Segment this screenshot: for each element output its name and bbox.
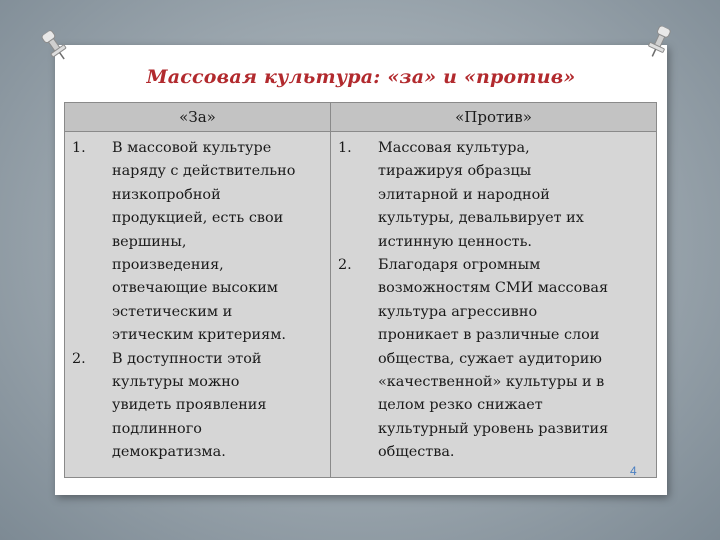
list-item (70, 348, 325, 465)
item-line: культура агрессивно (378, 303, 538, 320)
item-line: В массовой культуре (112, 140, 272, 156)
item-line: демократизма. (112, 444, 226, 461)
item-line: наряду с действительно (112, 163, 296, 180)
item-text (112, 348, 325, 465)
item-line: возможностям СМИ массовая (378, 280, 609, 297)
page-number: 4 (630, 464, 637, 478)
item-number: 1. (338, 140, 352, 156)
header-pro: «За» (65, 103, 331, 132)
pro-list (66, 133, 329, 465)
pushpin-icon (644, 24, 674, 61)
item-line: общества. (378, 444, 455, 461)
item-text (378, 137, 651, 254)
item-line: культуры, девальвирует их (378, 210, 584, 227)
item-line: вершины, (112, 233, 187, 250)
item-line: элитарной и народной (378, 186, 550, 203)
item-line: отвечающие высоким (112, 280, 278, 297)
list-item (336, 137, 651, 254)
item-line: увидеть проявления (112, 397, 267, 414)
item-line: этическим критериям. (112, 327, 286, 344)
item-line: целом резко снижает (378, 397, 543, 414)
item-line: низкопробной (112, 186, 221, 203)
slide-title: Массовая культура: «за» и «против» (146, 66, 576, 88)
item-text (112, 137, 325, 348)
header-contra: «Против» (331, 103, 657, 132)
item-number: 2. (338, 257, 352, 274)
item-text (378, 254, 651, 465)
item-line: эстетическим и (112, 303, 233, 320)
item-line: тиражируя образцы (378, 163, 532, 180)
item-line: культурный уровень развития (378, 420, 609, 437)
contra-list (332, 133, 655, 465)
item-line: В доступности этой (112, 350, 262, 367)
item-line: подлинного (112, 420, 202, 437)
item-line: проникает в различные слои (378, 327, 600, 344)
item-line: Массовая культура, (378, 140, 530, 156)
item-number: 1. (72, 140, 86, 156)
item-line: культуры можно (112, 374, 240, 391)
contra-cell (331, 132, 657, 478)
comparison-table (64, 102, 657, 478)
item-number: 2. (72, 350, 86, 367)
item-line: «качественной» культуры и в (378, 374, 605, 391)
list-item (70, 137, 325, 348)
item-line: произведения, (112, 257, 224, 274)
list-item (336, 254, 651, 465)
item-line: продукцией, есть свои (112, 210, 284, 227)
pro-cell (65, 132, 331, 478)
item-line: истинную ценность. (378, 233, 533, 250)
item-line: общества, сужает аудиторию (378, 350, 602, 367)
item-line: Благодаря огромным (378, 257, 541, 274)
